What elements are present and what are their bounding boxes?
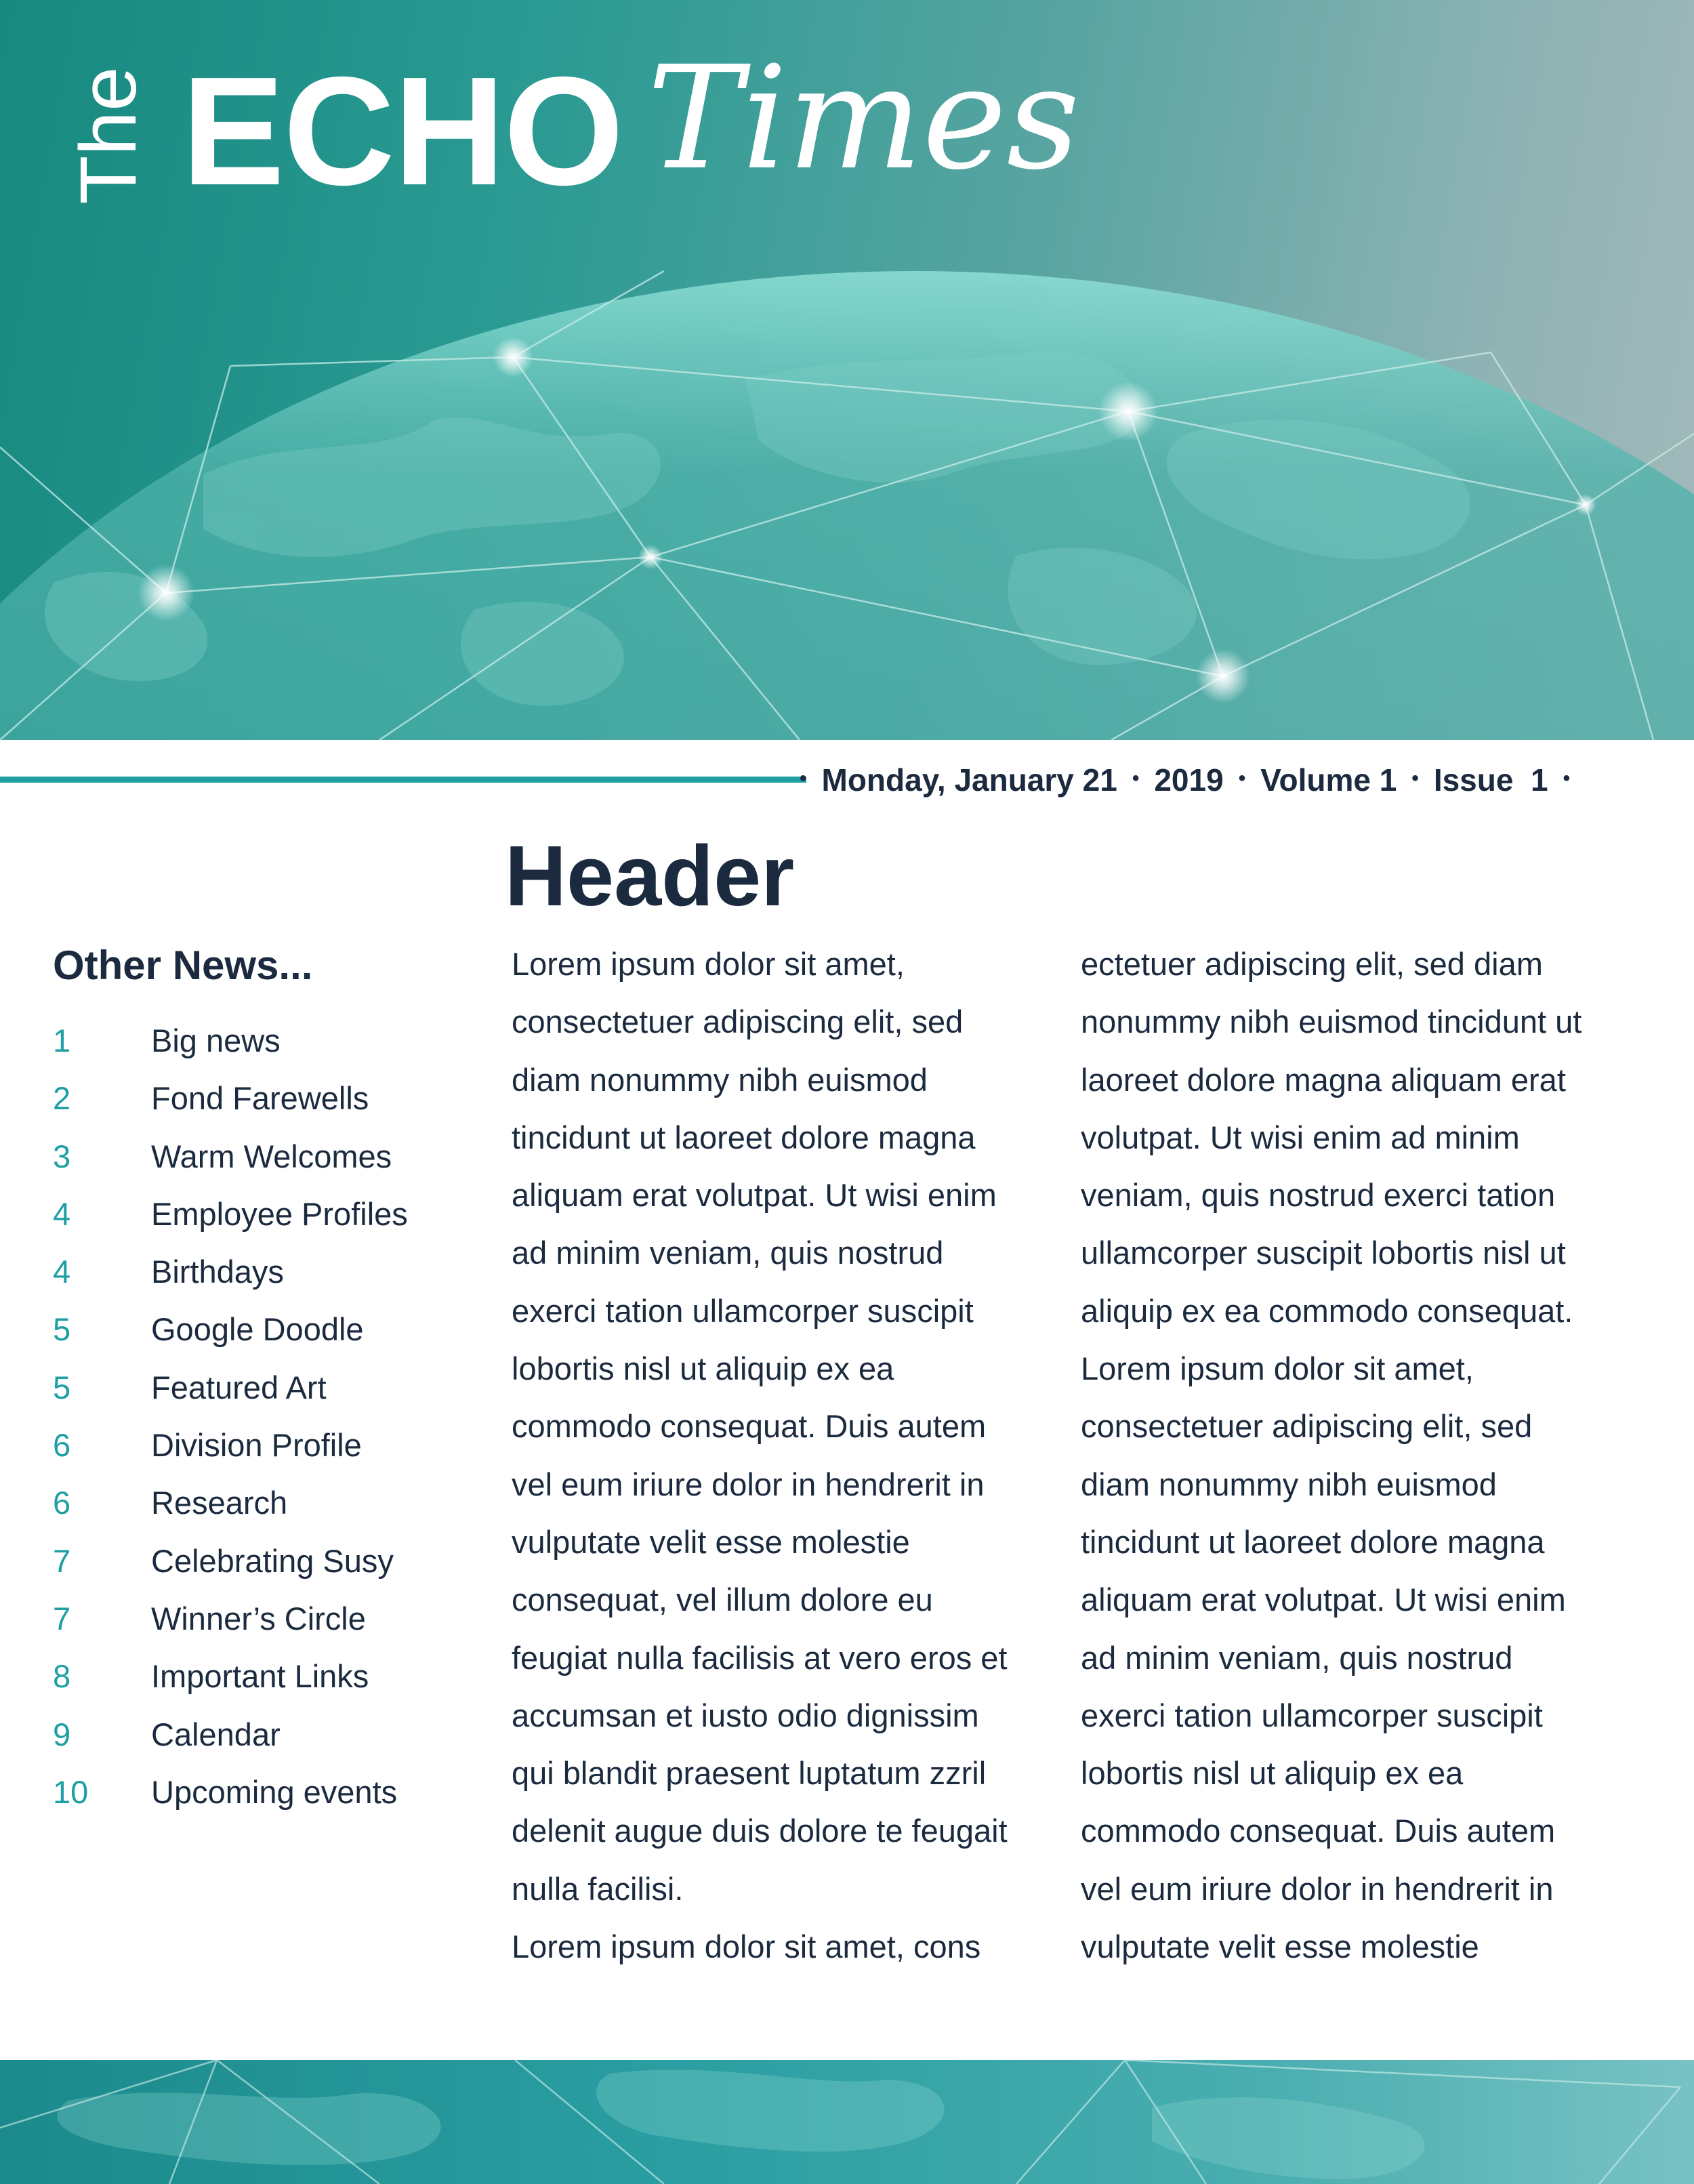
dateline-bullet: • [1563, 767, 1571, 789]
dateline-issue: Issue 1 [1433, 762, 1548, 798]
list-item-page: 1 [53, 1023, 71, 1058]
dateline-rule [0, 777, 806, 783]
list-item[interactable] [53, 1069, 459, 1127]
dateline-date: Monday, January 21 [821, 762, 1117, 798]
list-item[interactable] [53, 1128, 459, 1185]
dateline [800, 758, 1585, 802]
dateline-bullet: • [1238, 767, 1246, 789]
news-list [53, 1012, 459, 1821]
list-item-label: Celebrating Susy [151, 1542, 394, 1579]
sidebar-other-news [53, 945, 459, 1821]
list-item-page: 3 [53, 1138, 71, 1174]
list-item-label: Calendar [151, 1716, 281, 1752]
list-item-page: 4 [53, 1195, 71, 1232]
dateline-volume: Volume 1 [1260, 762, 1397, 798]
list-item-label: Research [151, 1485, 288, 1521]
list-item[interactable] [53, 1706, 459, 1763]
list-item-label: Warm Welcomes [151, 1138, 392, 1174]
dateline-year: 2019 [1154, 762, 1224, 798]
list-item[interactable] [53, 1474, 459, 1531]
dateline-bullet: • [1411, 767, 1419, 789]
list-item-page: 2 [53, 1080, 71, 1117]
list-item-label: Google Doodle [151, 1311, 364, 1348]
list-item-label: Fond Farewells [151, 1080, 369, 1117]
list-item[interactable] [53, 1012, 459, 1069]
list-item[interactable] [53, 1532, 459, 1590]
list-item[interactable] [53, 1590, 459, 1647]
article-column-2: ectetuer adipiscing elit, sed diam nonummy nibh euismod tincidunt ut laoreet dolore magna aliquam erat volutpat. Ut wisi enim ad minim veniam, quis nostrud exerci tation ullamcorper suscipit lobortis nisl ut aliquip ex ea commodo consequat. Lorem ipsum dolor sit amet, consectetuer adipiscing elit, sed diam nonummy nibh euismod tincidunt ut laoreet dolore magna aliquam erat volutpat. Ut wisi enim ad minim veniam, quis nostrud exerci tation ullamcorper suscipit lobortis nisl ut aliquip ex ea commodo consequat. Duis autem vel eum iriure dolor in hendrerit in vulputate velit esse molestie [1081, 946, 1582, 1965]
list-item-page: 7 [53, 1542, 71, 1579]
article-column-1: Lorem ipsum dolor sit amet, consectetuer adipiscing elit, sed diam nonummy nibh euismod tincidunt ut laoreet dolore magna aliquam erat volutpat. Ut wisi enim ad minim veniam, quis nostrud exerci tation ullamcorper suscipit lobortis nisl ut aliquip ex ea commodo consequat. Duis autem vel eum iriure dolor in hendrerit in vulputate velit esse molestie consequat, vel illum dolore eu feugiat nulla facilisis at vero eros et accumsan et iusto odio dignissim qui blandit praesent luptatum zzril delenit augue duis dolore te feugait nulla facilisi. Lorem ipsum dolor sit amet, cons [512, 946, 1008, 1965]
list-item-page: 6 [53, 1485, 71, 1521]
list-item[interactable] [53, 1763, 459, 1821]
list-item-label: Upcoming events [151, 1773, 398, 1810]
list-item[interactable] [53, 1185, 459, 1243]
list-item[interactable] [53, 1300, 459, 1358]
list-item-page: 9 [53, 1716, 71, 1752]
list-item-label: Featured Art [151, 1369, 327, 1405]
masthead-the-text: The [64, 66, 153, 205]
list-item-page: 4 [53, 1254, 71, 1290]
list-item-page: 6 [53, 1427, 71, 1464]
list-item[interactable] [53, 1416, 459, 1474]
list-item[interactable] [53, 1359, 459, 1416]
masthead-echo: ECHO [182, 45, 623, 218]
masthead-times: Times [647, 35, 1080, 201]
list-item-page: 10 [53, 1773, 89, 1810]
list-item[interactable] [53, 1243, 459, 1300]
list-item-label: Birthdays [151, 1254, 284, 1290]
article-header: Header [505, 828, 795, 924]
list-item-label: Winner’s Circle [151, 1600, 366, 1636]
list-item-label: Division Profile [151, 1427, 362, 1464]
list-item-label: Important Links [151, 1658, 369, 1695]
list-item-page: 7 [53, 1600, 71, 1636]
list-item[interactable] [53, 1647, 459, 1705]
masthead-the [27, 47, 190, 224]
footer-network-graphic [0, 2060, 1694, 2184]
list-item-label: Employee Profiles [151, 1195, 408, 1232]
list-item-page: 8 [53, 1658, 71, 1695]
hero-banner [0, 0, 1694, 740]
list-item-page: 5 [53, 1311, 71, 1348]
list-item-label: Big news [151, 1023, 281, 1058]
footer-banner [0, 2060, 1694, 2184]
dateline-bullet: • [800, 767, 807, 789]
sidebar-title: Other News... [53, 943, 313, 988]
dateline-bullet: • [1132, 767, 1140, 789]
list-item-page: 5 [53, 1369, 71, 1405]
